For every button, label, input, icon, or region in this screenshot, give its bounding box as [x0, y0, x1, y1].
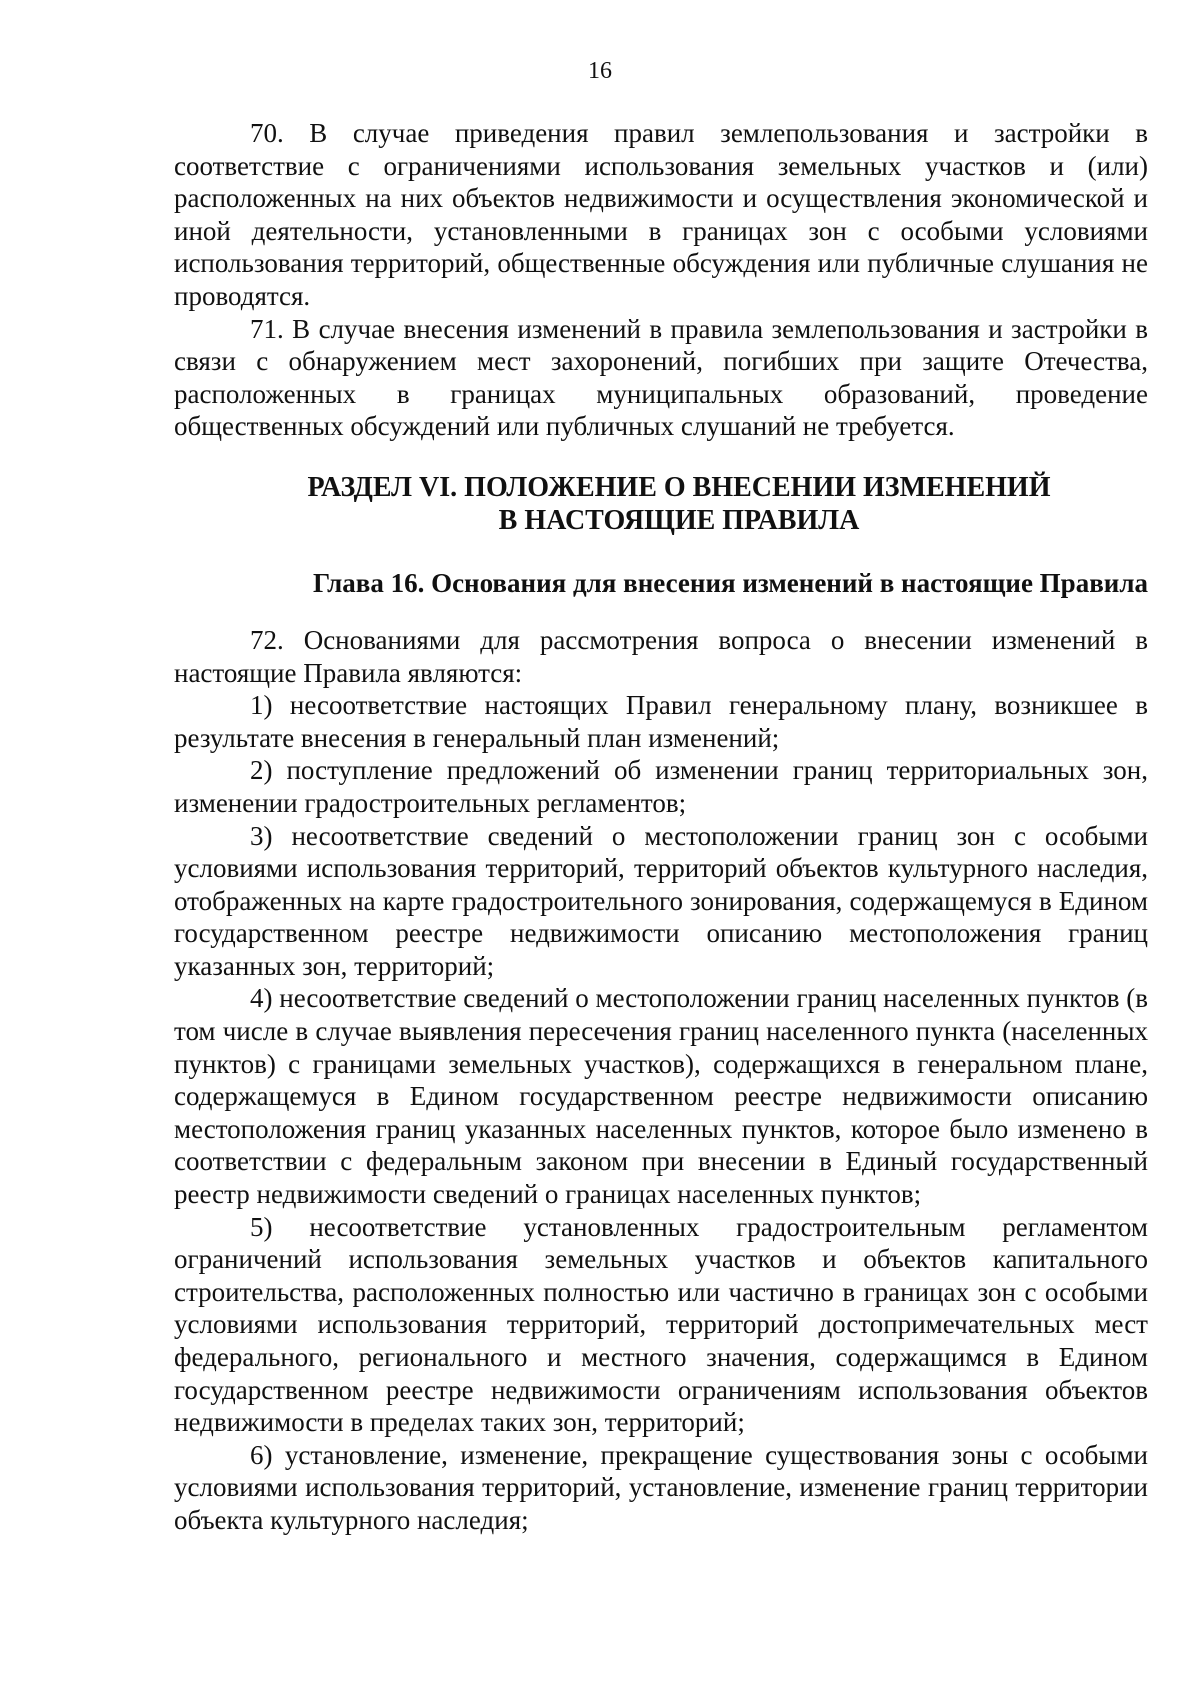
list-item-2: 2) поступление предложений об изменении границ территориальных зон, изменении градостроительных регламентов; — [174, 755, 1148, 818]
chapter-heading: Глава 16. Основания для внесения изменений в настоящие Правила — [312, 567, 1148, 598]
list-item-3: 3) несоответствие сведений о местоположении границ зон с особыми условиями использования территорий, территорий объектов культурного наследия, отображенных на карте градостроительного зонирования, содержащемуся в Едином государственном реестре недвижимости описанию местоположения границ указанных зон, территорий; — [174, 820, 1148, 981]
section-heading-line-2: В НАСТОЯЩИЕ ПРАВИЛА — [498, 504, 860, 536]
list-item-6: 6) установление, изменение, прекращение существования зоны с особыми условиями использования территорий, установление, изменение границ территории объекта культурного наследия; — [174, 1439, 1148, 1535]
list-item-4: 4) несоответствие сведений о местоположении границ населенных пунктов (в том числе в случае выявления пересечения границ населенного пункта (населенных пунктов) с границами земельных участков), содержащихся в генеральном плане, содержащемуся в Едином государственном реестре недвижимости описанию местоположения границ указанных населенных пунктов, которое было изменено в соответствии с федеральным законом при внесении в Единый государственный реестр недвижимости сведений о границах населенных пунктов; — [174, 983, 1148, 1210]
document-body — [174, 117, 1148, 1537]
section-heading — [174, 471, 1148, 537]
list-item-5: 5) несоответствие установленных градостроительным регламентом ограничений использования земельных участков и объектов капитального строительства, расположенных полностью или частично в границах зон с особыми условиями использования территорий, территорий достопримечательных мест федерального, регионального и местного значения, содержащимся в Едином государственном реестре недвижимости ограничениям использования объектов недвижимости в пределах таких зон, территорий; — [174, 1211, 1148, 1438]
paragraph-71: 71. В случае внесения изменений в правила землепользования и застройки в связи с обнаружением мест захоронений, погибших при защите Отечества, расположенных в границах муниципальных образований, проведение общественных обсуждений или публичных слушаний не требуется. — [174, 313, 1148, 442]
section-heading-line-1: РАЗДЕЛ VI. ПОЛОЖЕНИЕ О ВНЕСЕНИИ ИЗМЕНЕНИЙ — [307, 471, 1051, 503]
paragraph-70: 70. В случае приведения правил землепользования и застройки в соответствие с ограничениями использования земельных участков и (или) расположенных на них объектов недвижимости и осуществления экономической и иной деятельности, установленными в границах зон с особыми условиями использования территорий, общественные обсуждения или публичные слушания не проводятся. — [174, 118, 1148, 311]
paragraph-72: 72. Основаниями для рассмотрения вопроса о внесении изменений в настоящие Правила являются: — [174, 624, 1148, 688]
page-number: 16 — [588, 58, 612, 84]
list-item-1: 1) несоответствие настоящих Правил генеральному плану, возникшее в результате внесения в генеральный план изменений; — [174, 690, 1148, 753]
